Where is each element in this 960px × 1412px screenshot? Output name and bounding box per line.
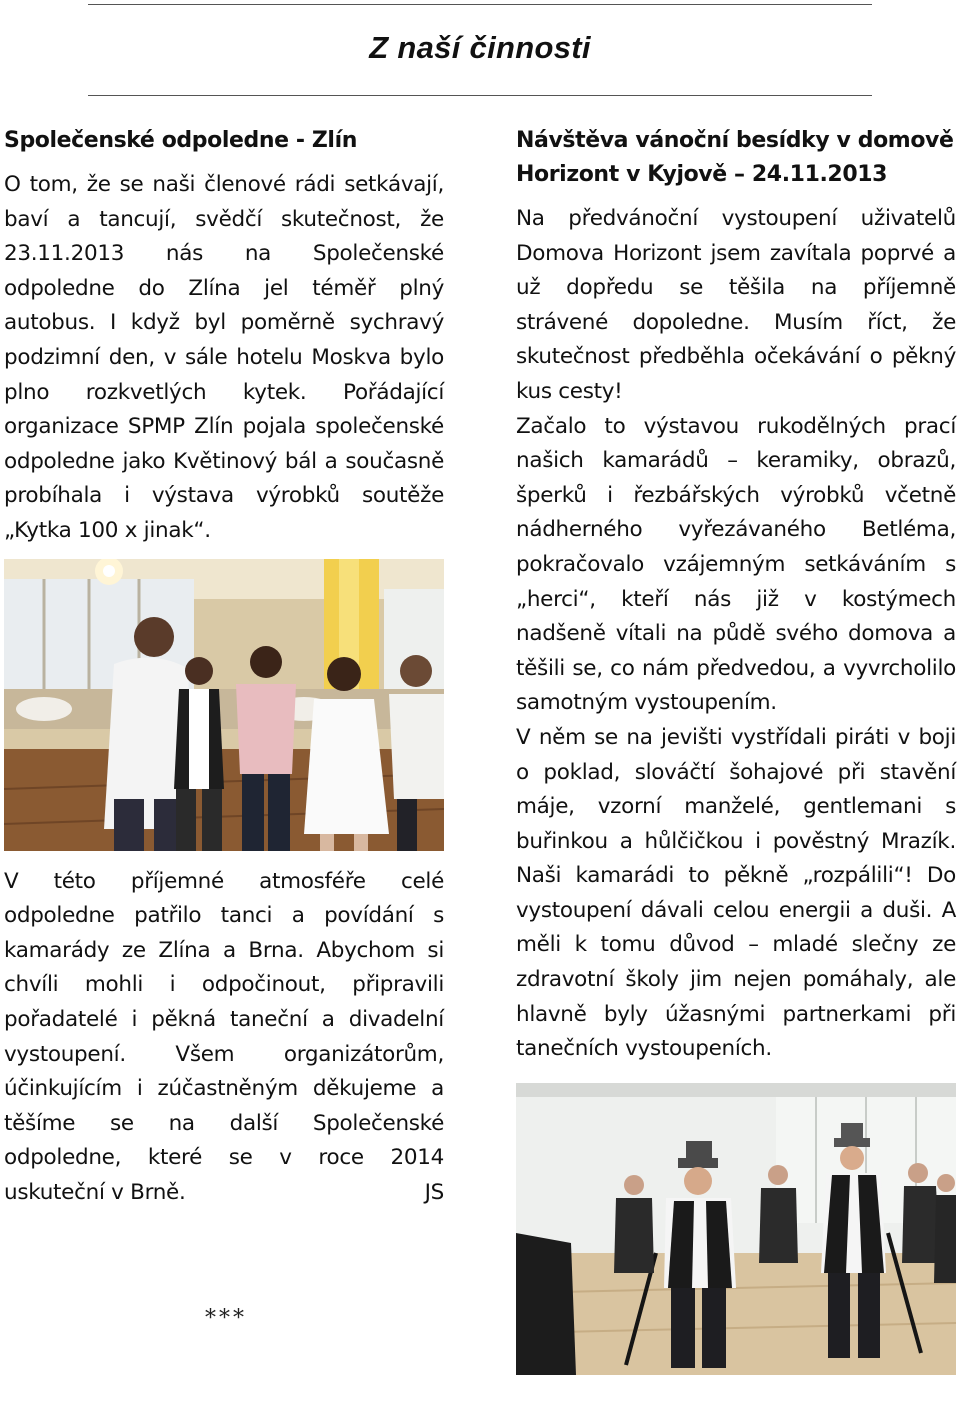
gentlemen-dance-photo xyxy=(516,1083,956,1375)
header-rule-bottom xyxy=(88,95,872,96)
article-left-paragraph-2 xyxy=(4,865,444,1211)
page-title: Z naší činnosti xyxy=(369,30,591,65)
article-separator: *** xyxy=(205,1306,247,1331)
article-left-heading: Společenské odpoledne - Zlín xyxy=(4,128,357,153)
article-right xyxy=(516,124,956,1375)
article-right-heading: Návštěva vánoční besídky v domově Horizont v Kyjově – 24.11.2013 xyxy=(516,128,954,187)
article-left xyxy=(4,124,444,1210)
author-signature: JS xyxy=(424,1179,444,1205)
dance-party-photo xyxy=(4,559,444,851)
article-right-paragraph-3: V něm se na jevišti vystřídali piráti v boji o poklad, slováčtí šohajové při stavění máje, vzorní manželé, gentlemani s buřinkou a hůlčičkou i pověstný Mrazík. Naši kamarádi to pěkně „rozpálili“! Do vystoupení dávali celou energii a duši. A měli k tomu důvod – mladé slečny ze zdravotní školy jim nejen pomáhaly, ale hlavně byly úžasnými partnerkami při tanečních vystoupeních. xyxy=(516,724,956,1062)
article-right-paragraph-2: Začalo to výstavou rukodělných prací našich kamarádů – keramiky, obrazů, šperků i řezbářských výrobků včetně nádherného vyřezávaného Betléma, pokračovalo vzájemným setkáváním s „herci“, kteří nás již v kostýmech nadšeně vítali na půdě svého domova a těšili se, co nám předvedou, a vyvrcholilo samotným vystoupením. xyxy=(516,413,956,716)
article-left-paragraph-1: O tom, že se naši členové rádi setkávají, baví a tancují, svědčí skutečnost, že 23.11.2013 nás na Společenské odpoledne do Zlína jel téměř plný autobus. I když byl poměrně sychravý podzimní den, v sále hotelu Moskva bylo plno rozkvetlých kytek. Pořádající organizace SPMP Zlín pojala společenské odpoledne jako Květinový bál a současně probíhala i výstava výrobků soutěže „Kytka 100 x jinak“. xyxy=(4,172,444,543)
header-rule-top xyxy=(88,4,872,5)
article-right-paragraph-1: Na předvánoční vystoupení uživatelů Domova Horizont jsem zavítala poprvé a už dopředu se těšila na příjemně strávené dopoledne. Musím říct, že skutečnost předběhla očekávání o pěkný kus cesty! xyxy=(516,206,956,404)
article-left-paragraph-2-text: V této příjemné atmosféře celé odpoledne patřilo tanci a povídání s kamarády ze Zlína a Brna. Abychom si chvíli mohli i odpočinout, připravili pořadatelé i pěkná taneční a divadelní vystoupení. Všem organizátorům, účinkujícím i zúčastněným děkujeme a těšíme se na další Společenské odpoledne, které se v roce 2014 uskuteční v Brně. xyxy=(4,868,444,1205)
